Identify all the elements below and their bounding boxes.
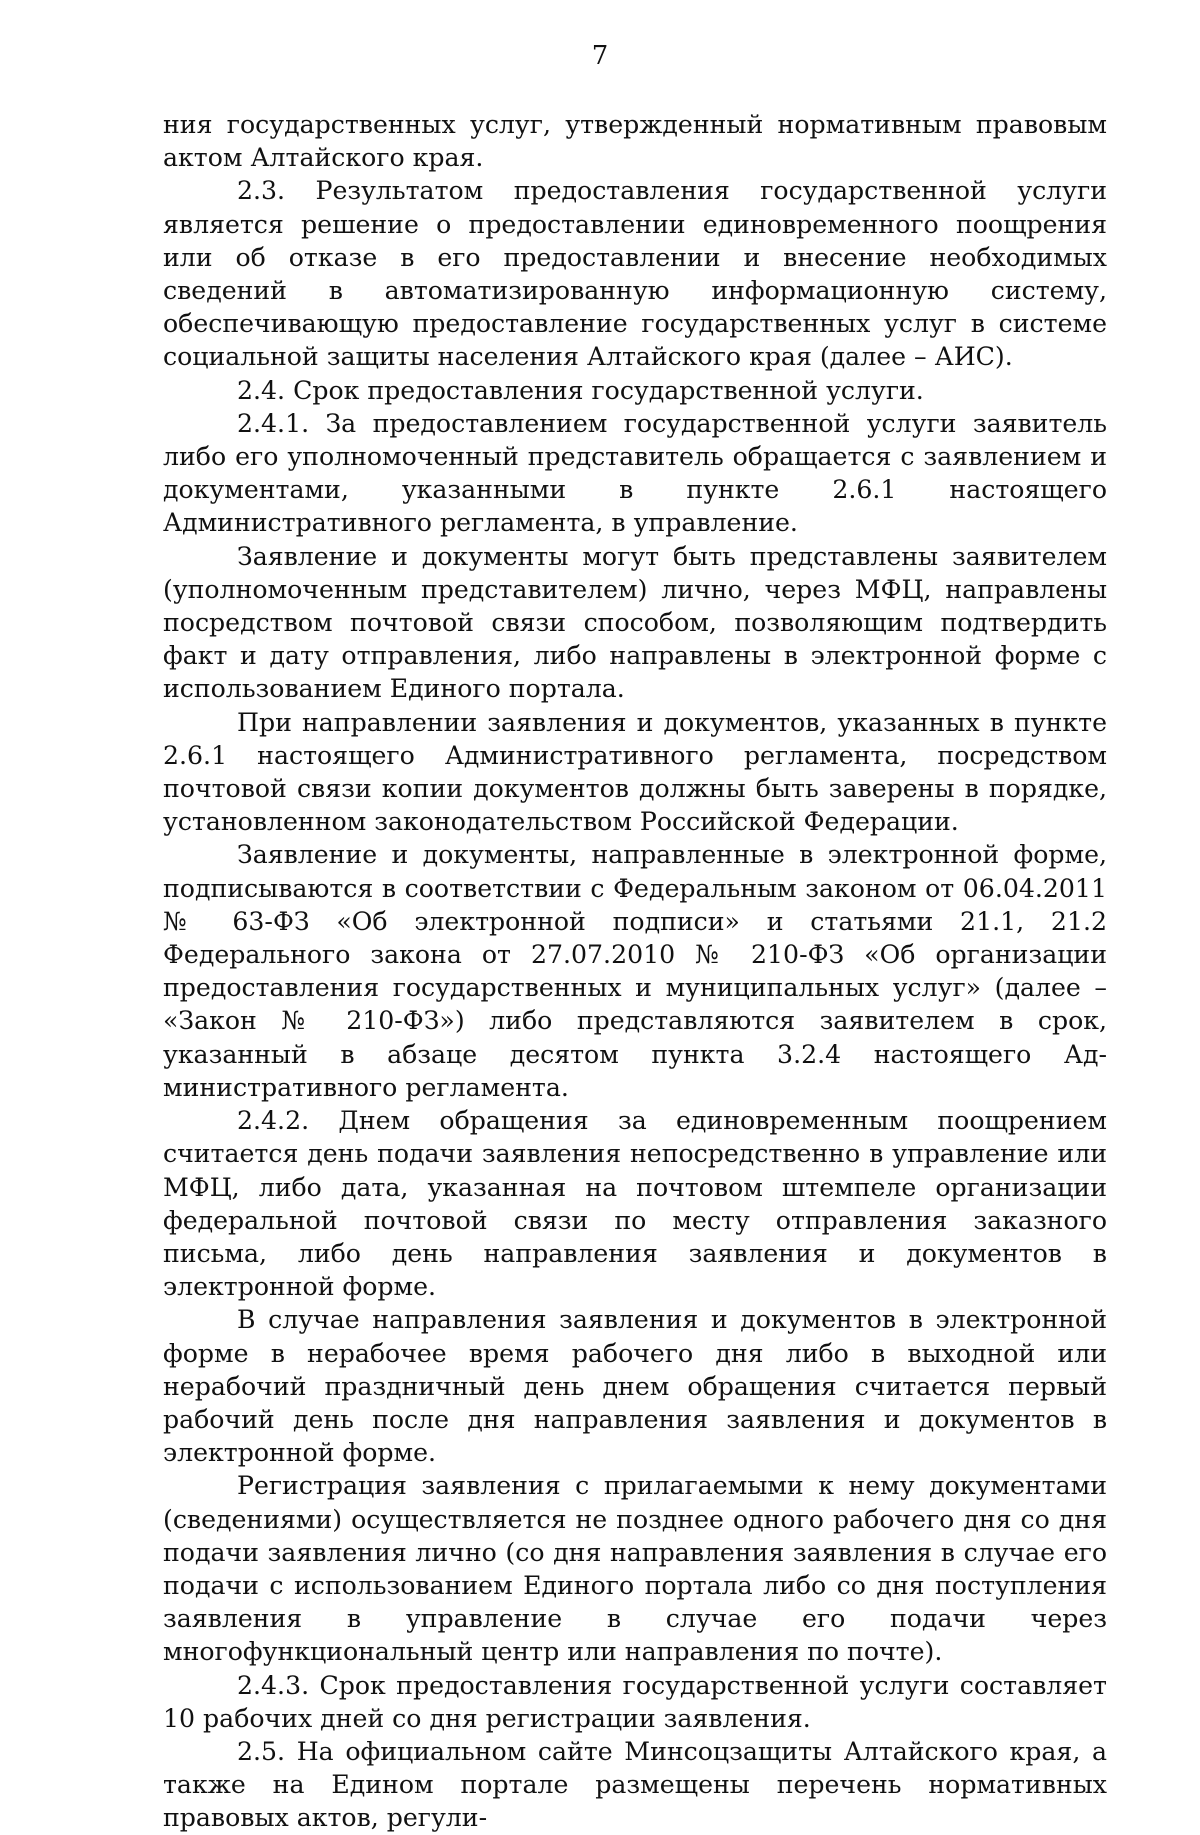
paragraph-electronic-signature: Заявление и документы, направленные в электронной форме, подписываются в соответствии с Федеральным законом от 06.04.2011 № 63-ФЗ «Об электронной подписи» и статьями 21.1, 21.2 Федерального закона от 27.07.2010 № 210-ФЗ «Об организации предоставления государственных и муниципальных услуг» (далее – «Закон № 210-ФЗ») либо представляются заявителем в срок, указанный в абзаце десятом пункта 3.2.4 настоящего Административного регламента. [163, 840, 1107, 1102]
page-number: 7 [591, 41, 609, 71]
paragraph-non-working-time: В случае направления заявления и документов в электронной форме в нерабочее время рабочего дня либо в выходной или нерабочий праздничный день днем обращения считается первый рабочий день после дня направления заявления и документов в электронной форме. [163, 1305, 1107, 1468]
paragraph-submission-methods: Заявление и документы могут быть представлены заявителем (уполномоченным представителем) лично, через МФЦ, направлены посредством почтовой связи способом, позволяющим подтвердить факт и дату отправления, либо направлены в электронной форме с использованием Единого портала. [163, 541, 1107, 704]
paragraph-2-3: 2.3. Результатом предоставления государственной услуги является решение о предоставлении единовременного поощрения или об отказе в его предоставлении и внесение необходимых сведений в автоматизированную информационную систему, обеспечивающую предоставление государственных услуг в системе социальной защиты населения Алтайского края (далее – АИС). [163, 176, 1107, 372]
paragraph-2-4: 2.4. Срок предоставления государственной услуги. [237, 375, 924, 405]
paragraph-2-4-3: 2.4.3. Срок предоставления государственной услуги составляет 10 рабочих дней со дня регистрации заявления. [163, 1670, 1107, 1733]
document-body [163, 108, 1107, 1835]
paragraph-registration: Регистрация заявления с прилагаемыми к нему документами (сведениями) осуществляется не позднее одного рабочего дня со дня подачи заявления лично (со дня направления заявления в случае его подачи с использованием Единого портала либо со дня поступления заявления в управление в случае его подачи через многофункциональный центр или направления по почте). [163, 1471, 1107, 1667]
paragraph-continuation: ния государственных услуг, утвержденный нормативным правовым актом Алтайского края. [163, 110, 1107, 173]
paragraph-2-4-2: 2.4.2. Днем обращения за единовременным поощрением считается день подачи заявления непосредственно в управление или МФЦ, либо дата, указанная на почтовом штемпеле организации федеральной почтовой связи по месту отправления заказного письма, либо день направления заявления и документов в электронной форме. [163, 1106, 1107, 1302]
paragraph-2-5: 2.5. На официальном сайте Минсоцзащиты Алтайского края, а также на Едином портале размещены перечень нормативных правовых актов, регули- [163, 1736, 1107, 1833]
paragraph-postal-copies: При направлении заявления и документов, указанных в пункте 2.6.1 настоящего Административного регламента, посредством почтовой связи копии документов должны быть заверены в порядке, установленном законодательством Российской Федерации. [163, 707, 1107, 837]
paragraph-2-4-1: 2.4.1. За предоставлением государственной услуги заявитель либо его уполномоченный представитель обращается с заявлением и документами, указанными в пункте 2.6.1 настоящего Административного регламента, в управление. [163, 408, 1107, 538]
